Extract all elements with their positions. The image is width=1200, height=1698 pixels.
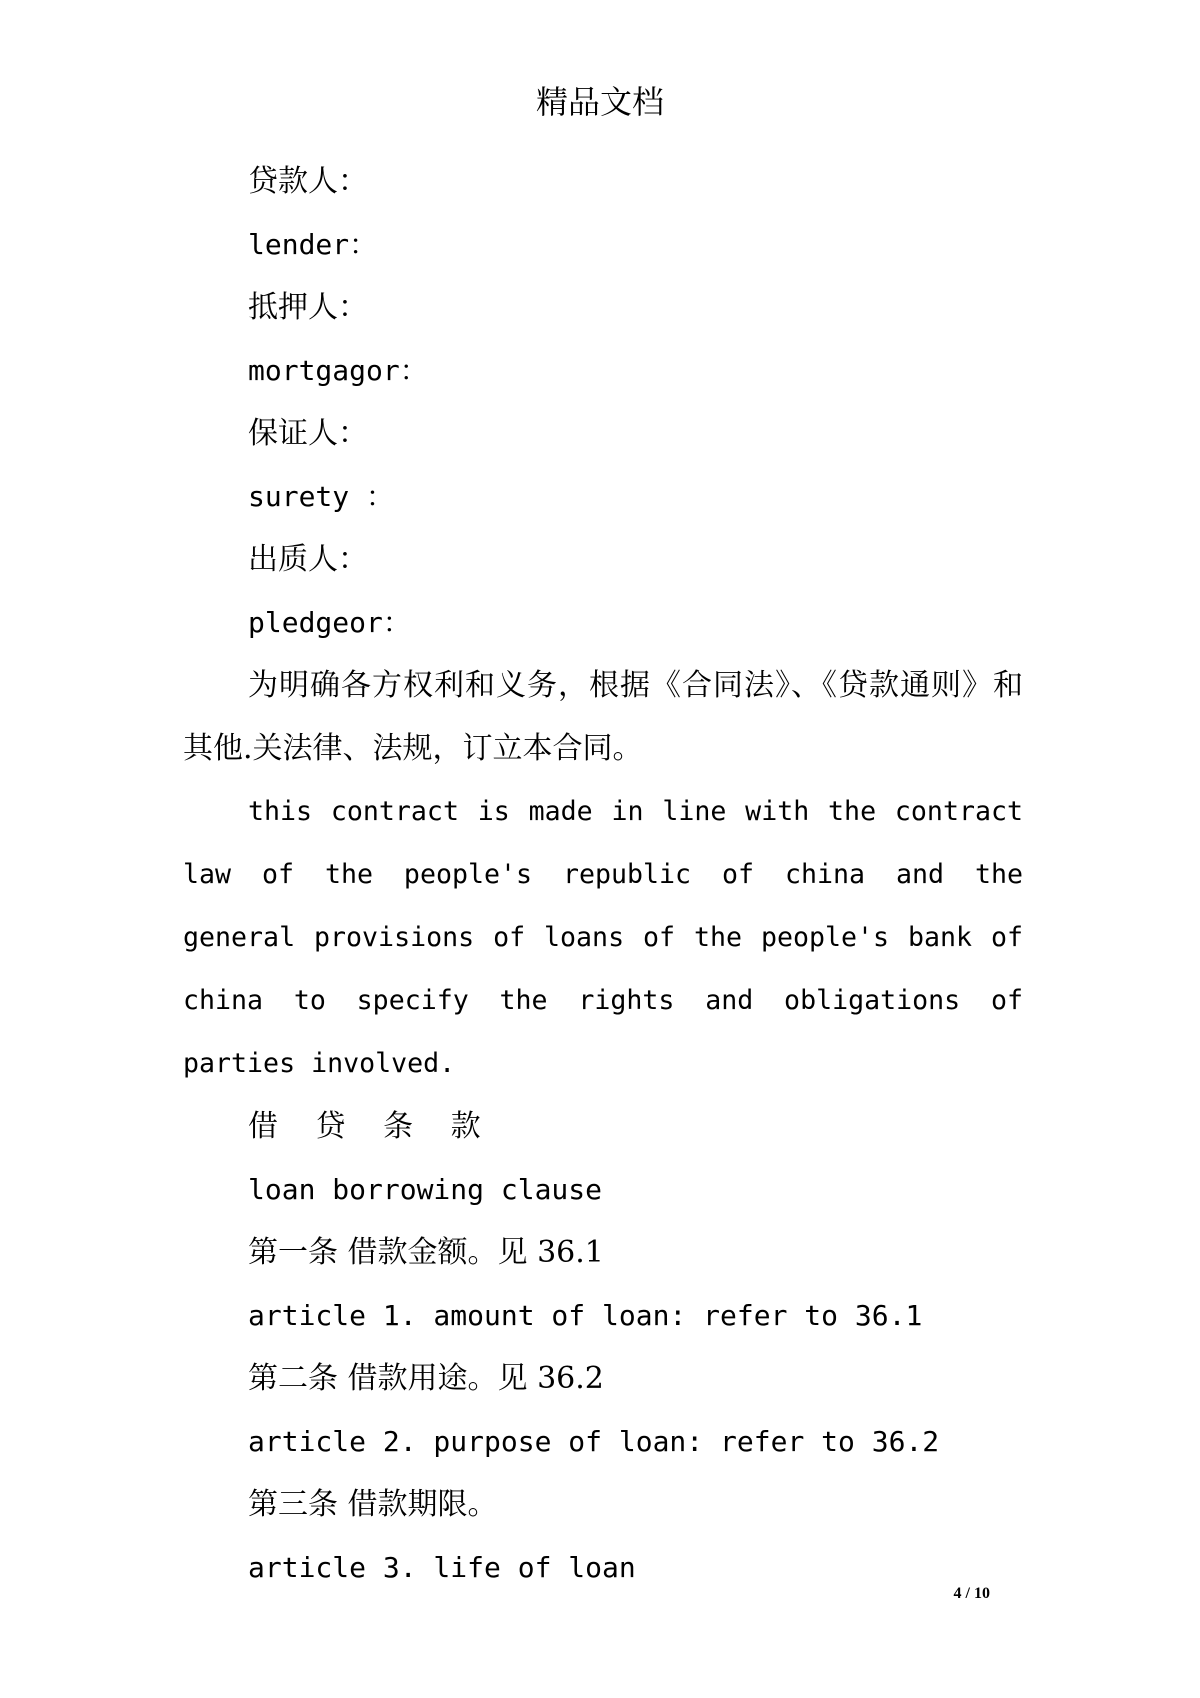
article-1-en: article 1. amount of loan: refer to 36.1: [248, 1299, 923, 1332]
page-number: 4 / 10: [953, 1585, 990, 1602]
party-mortgagor-en: mortgagor：: [248, 354, 428, 387]
preamble-en: this contract is made in line with the contract law of the people's republic of china and the general provisions of loans of the people's bank of china to specify the rights and obligations of parties involved.: [183, 796, 1023, 1079]
article-3-cn: 第三条 借款期限。: [248, 1487, 498, 1522]
article-2-cn: 第二条 借款用途。见 36.2: [248, 1361, 604, 1396]
article-3-en: article 3. life of loan: [248, 1551, 636, 1584]
party-lender-en: lender：: [248, 228, 378, 261]
article-2-en: article 2. purpose of loan: refer to 36.2: [248, 1425, 940, 1458]
party-pledgeor-cn: 出质人：: [248, 542, 368, 577]
section-heading-cn: 借 贷 条 款: [248, 1109, 495, 1144]
preamble-cn: 为明确各方权利和义务，根据《合同法》、《贷款通则》和其他.关法律、法规，订立本合同。: [183, 668, 1023, 766]
article-1-cn: 第一条 借款金额。见 36.1: [248, 1235, 604, 1270]
party-mortgagor-cn: 抵押人：: [248, 290, 368, 325]
party-surety-en: surety ：: [248, 480, 395, 513]
party-pledgeor-en: pledgeor：: [248, 606, 411, 639]
section-heading-en: loan borrowing clause: [248, 1173, 603, 1206]
document-body: [183, 150, 1023, 1599]
party-surety-cn: 保证人：: [248, 416, 368, 451]
party-lender-cn: 贷款人：: [248, 164, 368, 199]
document-header: 精品文档: [535, 83, 664, 121]
